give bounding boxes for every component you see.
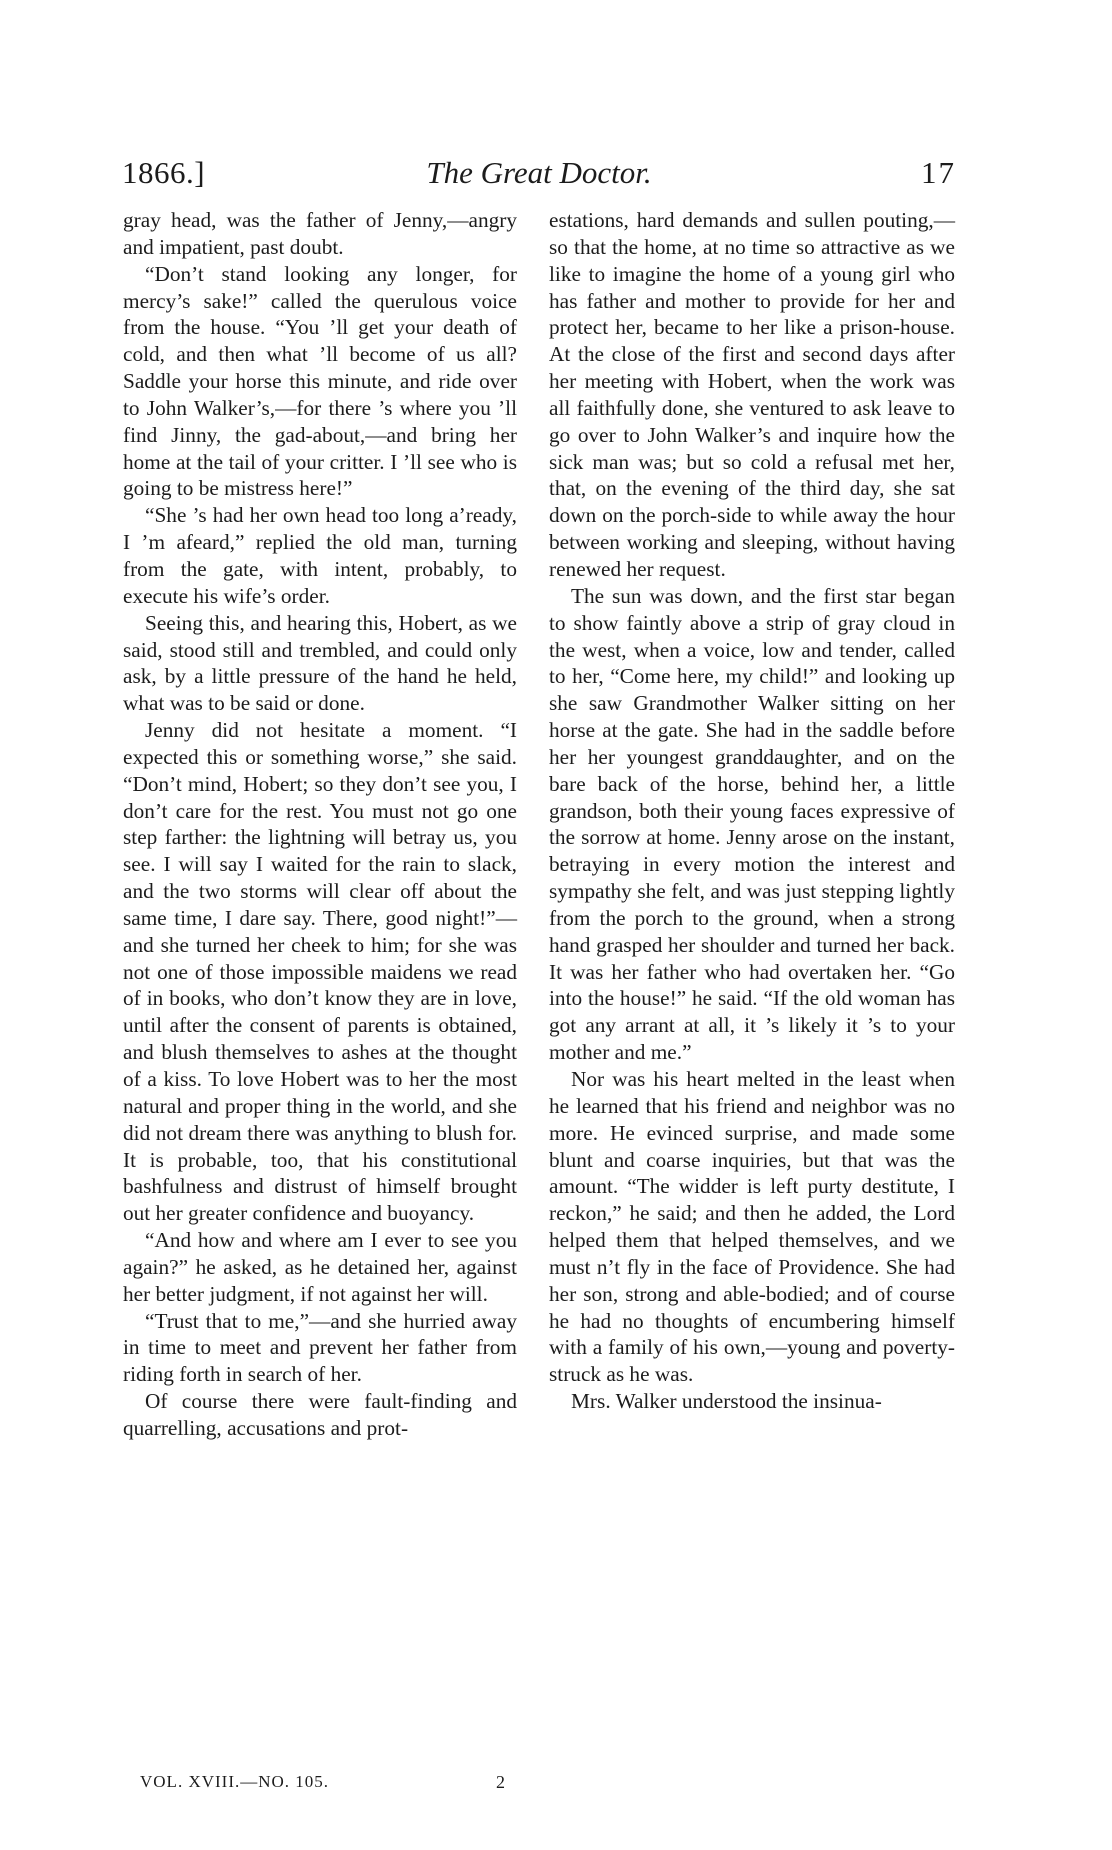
paragraph: Jenny did not hesitate a moment. “I expected this or something worse,” she said. “Don’t mind, Hobert; so they don’t see you, I don’t care for the rest. You must not go one step farther: the lightning will betray us, you see. I will say I waited for the rain to slack, and the two storms will clear off about the same time, I dare say. There, good night!”—and she turned her cheek to him; for she was not one of those impossible maidens we read of in books, who don’t know they are in love, until after the consent of parents is obtained, and blush themselves to ashes at the thought of a kiss. To love Hobert was to her the most natural and proper thing in the world, and she did not dream there was anything to blush for. It is probable, too, that his constitutional bashfulness and distrust of himself brought out her greater confidence and buoyancy. (123, 718, 517, 1226)
paragraph: estations, hard demands and sullen pouting,—so that the home, at no time so attractive as we like to imagine the home of a young girl who has father and mother to provide for her and protect her, became to her like a prison-house. At the close of the first and second days after her meeting with Hobert, when the work was all faithfully done, she ventured to ask leave to go over to John Walker’s and inquire how the sick man was; but so cold a refusal met her, that, on the evening of the third day, she sat down on the porch-side to while away the hour between working and sleeping, without having renewed her request. (549, 208, 955, 581)
header-year: 1866.] (122, 155, 206, 190)
paragraph: Nor was his heart melted in the least when he learned that his friend and neighbor was no more. He evinced surprise, and made some blunt and coarse inquiries, but that was the amount. “The widder is left purty destitute, I reckon,” he said; and then he added, the Lord helped them that helped themselves, and we must n’t fly in the face of Providence. She had her son, strong and able-bodied; and of course he had no thoughts of encumbering himself with a family of his own,—young and poverty-struck as he was. (549, 1067, 955, 1387)
paragraph: “She ’s had her own head too long a’ready, I ’m afeard,” replied the old man, turning from the gate, with intent, probably, to execute his wife’s order. (123, 503, 517, 608)
header-title: The Great Doctor. (426, 155, 652, 190)
page-number: 17 (921, 155, 956, 190)
paragraph: Of course there were fault-finding and quarrelling, accusations and prot- (123, 1389, 517, 1440)
page-footer (124, 1772, 524, 1802)
paragraph: Mrs. Walker understood the insinua- (571, 1389, 882, 1414)
signature-mark: 2 (496, 1772, 505, 1792)
paragraph: “And how and where am I ever to see you again?” he asked, as he detained her, against her better judgment, if not against her will. (123, 1228, 517, 1306)
running-header (122, 155, 956, 201)
paragraph: The sun was down, and the first star began to show faintly above a strip of gray cloud in the west, when a voice, low and tender, called to her, “Come here, my child!” and looking up she saw Grandmother Walker sitting on her horse at the gate. She had in the saddle before her her youngest granddaughter, and on the bare back of the horse, behind her, a little grandson, both their young faces expressive of the sorrow at home. Jenny arose on the instant, betraying in every motion the interest and sympathy she felt, and was just stepping lightly from the porch to the ground, when a strong hand grasped her shoulder and turned her back. It was her father who had overtaken her. “Go into the house!” he said. “If the old woman has got any arrant at all, it ’s likely it ’s to your mother and me.” (549, 583, 955, 1065)
right-column (549, 207, 955, 1415)
left-column (123, 207, 517, 1442)
paragraph: “Trust that to me,”—and she hurried away in time to meet and prevent her father from riding forth in search of her. (123, 1308, 517, 1387)
paragraph: Seeing this, and hearing this, Hobert, as we said, stood still and trembled, and could only ask, by a little pressure of the hand he held, what was to be said or done. (123, 610, 517, 716)
volume-issue-line: VOL. XVIII.—NO. 105. (140, 1772, 330, 1791)
paragraph: gray head, was the father of Jenny,—angry and impatient, past doubt. (123, 208, 517, 259)
paragraph: “Don’t stand looking any longer, for mercy’s sake!” called the querulous voice from the house. “You ’ll get your death of cold, and then what ’ll become of us all? Saddle your horse this minute, and ride over to John Walker’s,—for there ’s where you ’ll find Jinny, the gad-about,—and bring her home at the tail of your critter. I ’ll see who is going to be mistress here!” (123, 261, 517, 501)
